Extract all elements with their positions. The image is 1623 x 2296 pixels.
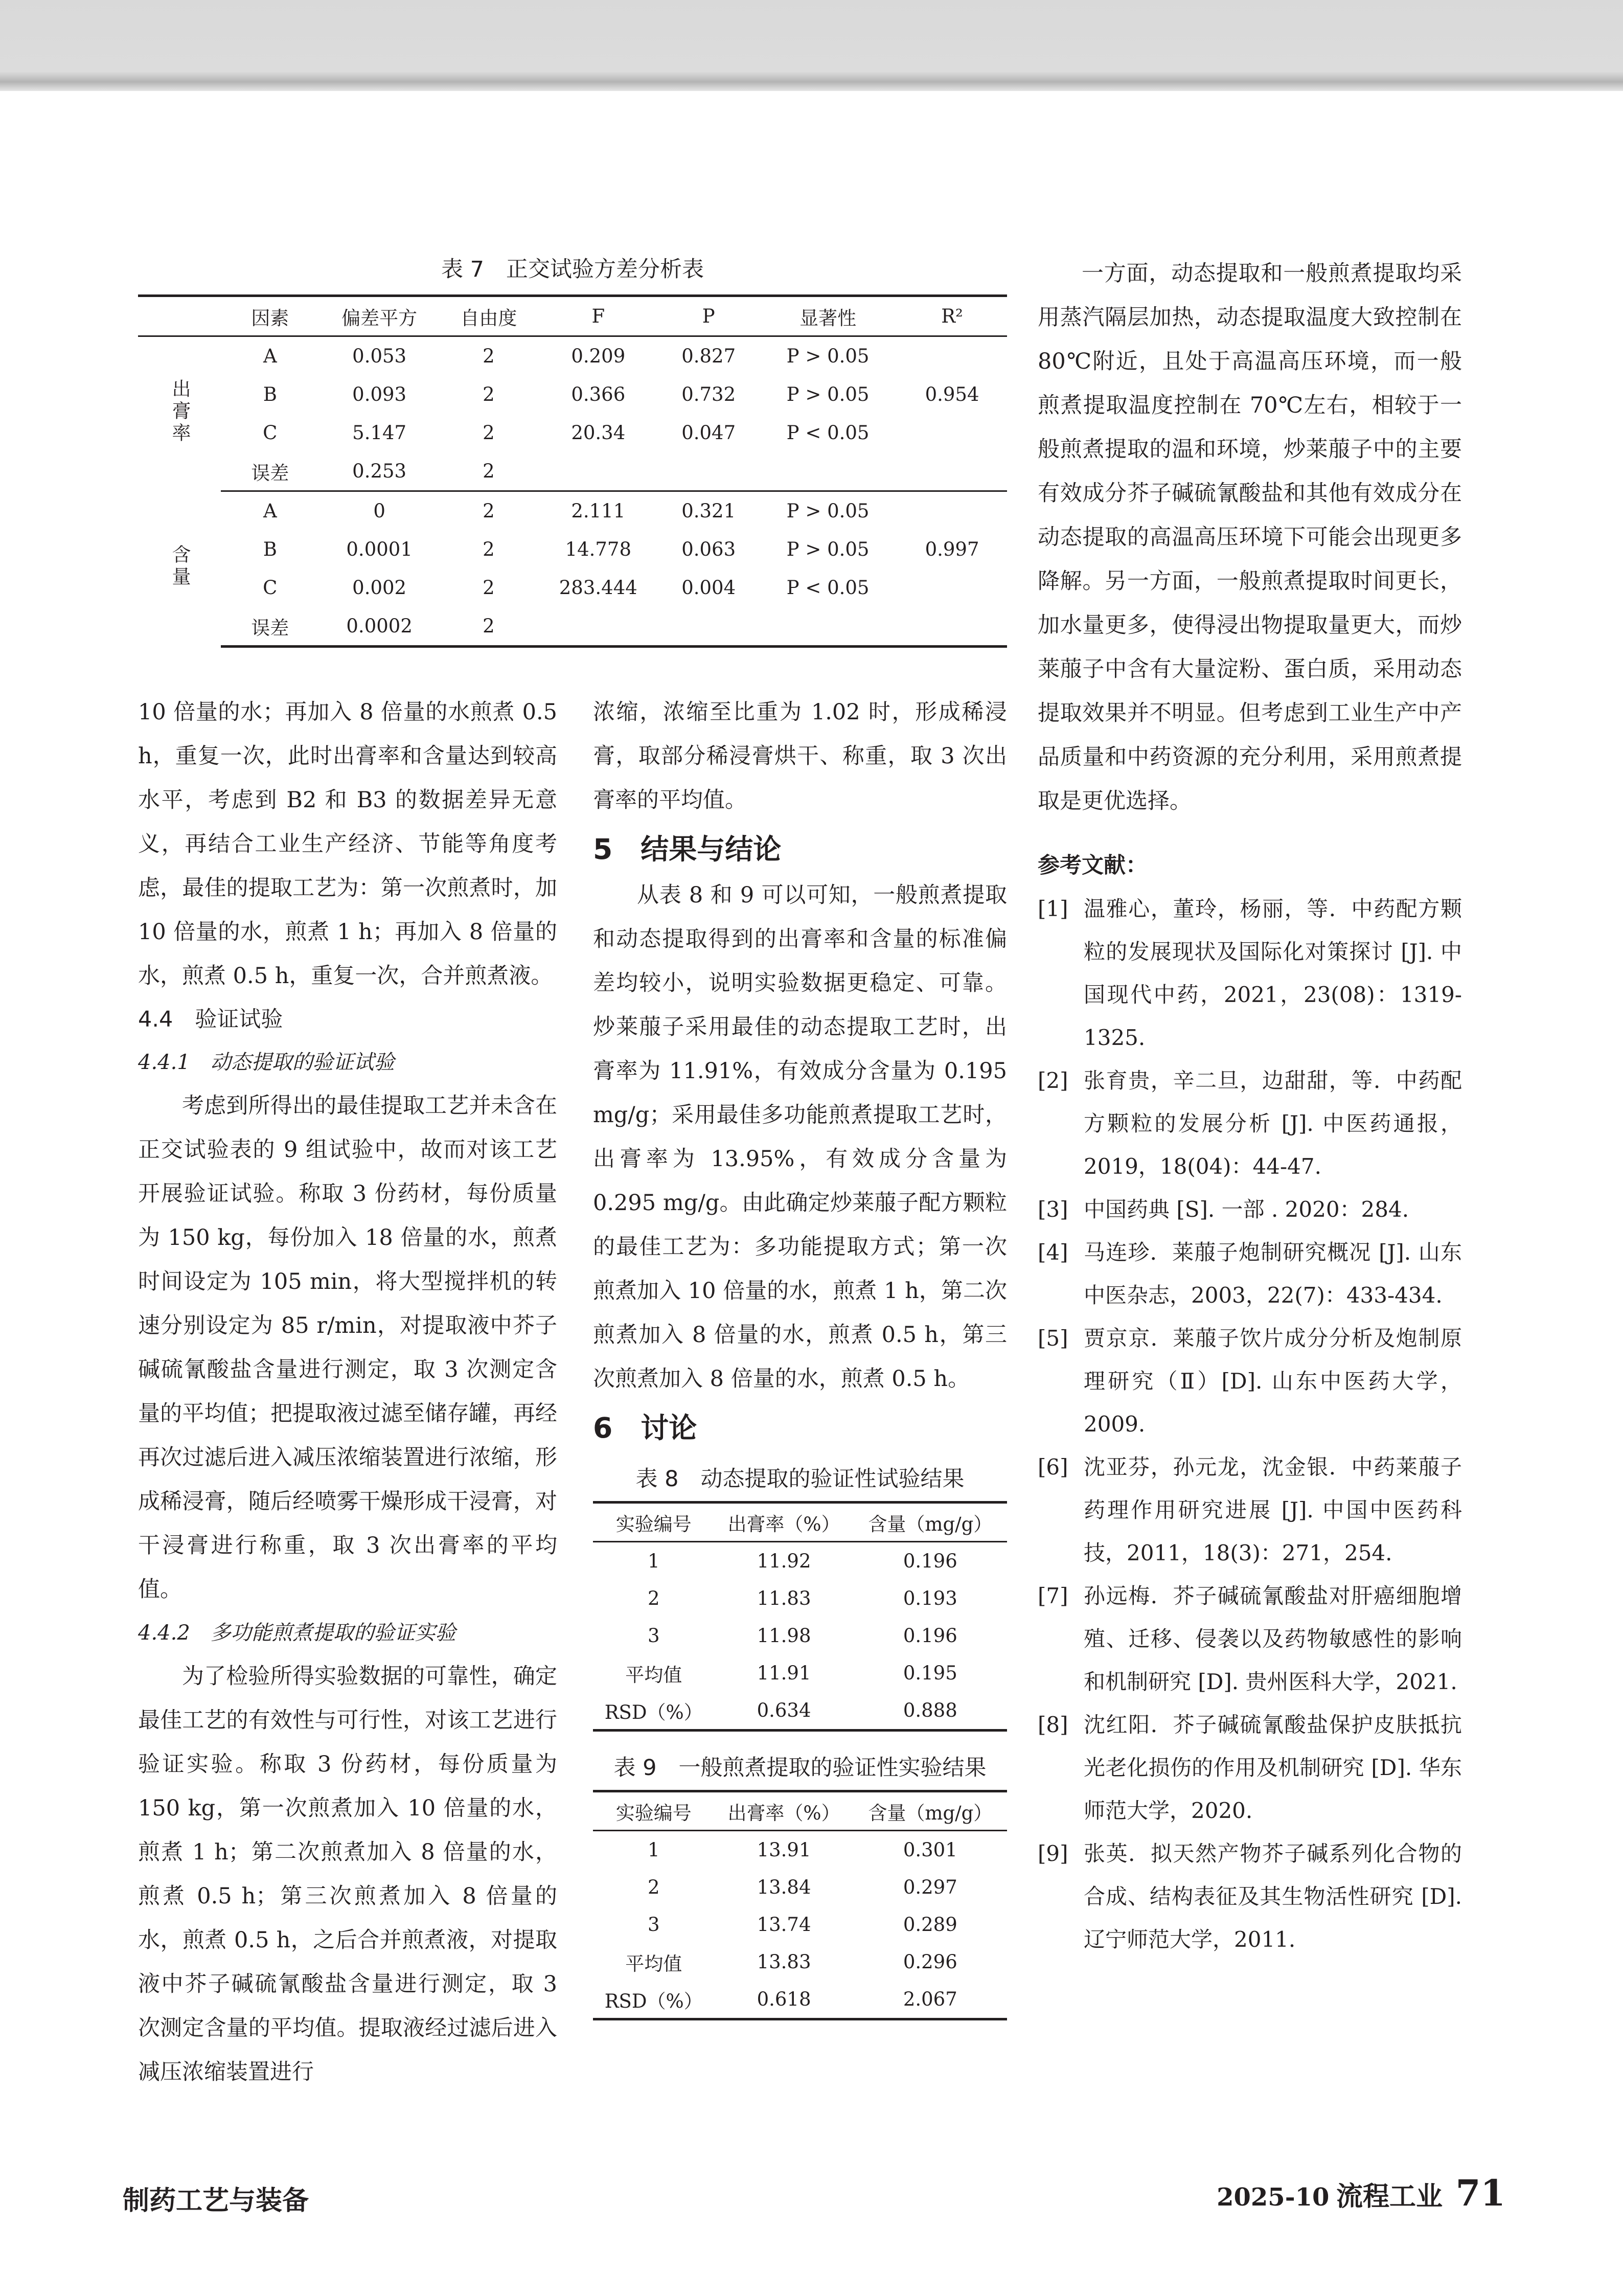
table-cell: 误差: [221, 452, 319, 491]
table-cell: 13.84: [757, 1876, 811, 1898]
table-cell: 0.618: [714, 1981, 853, 2019]
table8-block: [593, 1461, 1007, 1732]
table-cell: 0.047: [681, 422, 736, 444]
table-row: [138, 569, 1007, 607]
table7-header: [138, 296, 221, 336]
reference-number: [1]: [1038, 896, 1068, 921]
table-row: [593, 1831, 1007, 1869]
section-heading-4-4-2: 4.4.2 多功能煎煮提取的验证实验: [138, 1621, 456, 1645]
table-cell: 2: [483, 577, 495, 599]
reference-text: 张英．拟天然产物芥子碱系列化合物的合成、结构表征及其生物活性研究 [D]. 辽宁师范大学，2011.: [1084, 1841, 1462, 1952]
section-heading-5: 5 结果与结论: [593, 833, 782, 866]
reference-item: [1038, 1231, 1462, 1317]
table-cell: 2: [483, 538, 495, 560]
reference-number: [4]: [1038, 1240, 1068, 1265]
table-cell: [759, 607, 897, 647]
table-cell: 0.002: [352, 577, 407, 599]
table-row: [138, 607, 1007, 647]
table-row: [593, 1869, 1007, 1906]
footer-magazine: 流程工业: [1336, 2181, 1443, 2212]
table-cell: 2.111: [571, 500, 626, 522]
reference-item: [1038, 888, 1462, 1059]
table-cell: 2: [440, 607, 538, 647]
table-cell: 2.067: [854, 1981, 1007, 2019]
table-cell: 0.634: [714, 1692, 853, 1731]
table-cell: C: [263, 422, 278, 444]
table-cell: 1: [647, 1550, 660, 1572]
reference-text: 贾京京．莱菔子饮片成分分析及炮制原理研究（Ⅱ）[D]. 山东中医药大学，2009.: [1084, 1326, 1462, 1437]
table-row: [593, 1981, 1007, 2019]
table7-header: P: [658, 296, 759, 336]
table-cell: 2: [483, 383, 495, 405]
column-2: [593, 690, 1007, 2020]
table-cell: P > 0.05: [786, 500, 870, 522]
table-cell: 11.83: [757, 1587, 811, 1609]
reference-item: [1038, 1188, 1462, 1231]
reference-text: 张育贵，辛二旦，边甜甜，等．中药配方颗粒的发展分析 [J]. 中医药通报，2019，18(04)：44-47.: [1084, 1068, 1462, 1179]
table-cell: [538, 607, 658, 647]
table8: [593, 1501, 1007, 1732]
table-cell: 2: [483, 345, 495, 367]
footer-section-title: 制药工艺与装备: [123, 2185, 309, 2216]
table-cell: RSD（%）: [593, 1692, 714, 1731]
table-cell: 0.0002: [319, 607, 440, 647]
top-bar: [0, 0, 1623, 91]
table-cell: 2: [647, 1587, 660, 1609]
reference-text: 温雅心，董玲，杨丽，等．中药配方颗粒的发展现状及国际化对策探讨 [J]. 中国现代中药，2021，23(08)：1319-1325.: [1084, 896, 1462, 1050]
table-row: [138, 491, 1007, 531]
reference-item: [1038, 1575, 1462, 1703]
table-cell: 平均值: [625, 1952, 682, 1975]
table-cell: 0.827: [681, 345, 736, 367]
table7-header: 自由度: [440, 296, 538, 336]
column-3: [1038, 252, 1462, 1961]
table7-group-label: 出膏率: [169, 378, 191, 445]
reference-text: 沈亚芬，孙元龙，沈金银．中药莱菔子药理作用研究进展 [J]. 中国中医药科技，2011，18(3)：271，254.: [1084, 1454, 1462, 1565]
table7-header: F: [538, 296, 658, 336]
table-cell: B: [263, 538, 277, 560]
table-cell: 0.732: [681, 383, 736, 405]
paragraph: 10 倍量的水；再加入 8 倍量的水煎煮 0.5 h，重复一次，此时出膏率和含量达到较高水平，考虑到 B2 和 B3 的数据差异无意义，再结合工业生产经济、节能等角度考虑，最佳的提取工艺为：第一次煎煮时，加 10 倍量的水，煎煮 1 h；再加入 8 倍量的水，煎煮 0.5 h，重复一次，合并煎煮液。: [138, 699, 557, 989]
table-cell: [658, 452, 759, 491]
reference-text: 孙远梅．芥子碱硫氰酸盐对肝癌细胞增殖、迁移、侵袭以及药物敏感性的影响和机制研究 [D]. 贵州医科大学，2021.: [1084, 1583, 1462, 1694]
table7-group-label: 含量: [169, 544, 191, 588]
table-cell: 13.74: [757, 1914, 811, 1936]
table-cell: 0.366: [571, 383, 626, 405]
table-row: [593, 1542, 1007, 1580]
reference-number: [5]: [1038, 1326, 1068, 1351]
table9-header: 实验编号: [593, 1791, 714, 1831]
table-cell: [759, 452, 897, 491]
paragraph: 为了检验所得实验数据的可靠性，确定最佳工艺的有效性与可行性，对该工艺进行验证实验。称取 3 份药材，每份质量为 150 kg，第一次煎煮加入 10 倍量的水，煎煮 1 h；第二次煎煮加入 8 倍量的水，煎煮 0.5 h；第三次煎煮加入 8 倍量的水，煎煮 0.5 h，之后合并煎煮液，对提取液中芥子碱硫氰酸盐含量进行测定，取 3 次测定含量的平均值。提取液经过滤后进入减压浓缩装置进行: [138, 1664, 557, 2085]
table8-header: 含量（mg/g）: [854, 1503, 1007, 1542]
table-cell: 0.196: [903, 1625, 957, 1647]
table-cell: 2: [440, 452, 538, 491]
paragraph: 考虑到所得出的最佳提取工艺并未含在正交试验表的 9 组试验中，故而对该工艺开展验证试验。称取 3 份药材，每份质量为 150 kg，每份加入 18 倍量的水，煎煮时间设定为 105 min，将大型搅拌机的转速分别设定为 85 r/min，对提取液中芥子碱硫氰酸盐含量进行测定，取 3 次测定含量的平均值；把提取液过滤至储存罐，再经再次过滤后进入减压浓缩装置进行浓缩，形成稀浸膏，随后经喷雾干燥形成干浸膏，对干浸膏进行称重，取 3 次出膏率的平均值。: [138, 1093, 557, 1602]
table-cell: RSD（%）: [593, 1981, 714, 2019]
table9: [593, 1790, 1007, 2020]
reference-item: [1038, 1317, 1462, 1446]
table-row: [593, 1580, 1007, 1617]
table7: [138, 294, 1007, 648]
references-list: [1038, 888, 1462, 1961]
reference-text: 中国药典 [S]. 一部 . 2020：284.: [1084, 1197, 1409, 1222]
references-title: 参考文献：: [1038, 853, 1148, 878]
table-cell: 2: [483, 422, 495, 444]
table-cell: P > 0.05: [786, 383, 870, 405]
table-cell: 13.83: [757, 1951, 811, 1973]
table-cell: 0.063: [681, 538, 736, 560]
table-row: [593, 1654, 1007, 1692]
section-heading-6: 6 讨论: [593, 1412, 697, 1444]
table-cell: 0: [373, 500, 385, 522]
table-cell: C: [263, 577, 278, 599]
table-cell: 0.004: [681, 577, 736, 599]
section-heading-4-4-1: 4.4.1 动态提取的验证试验: [138, 1051, 395, 1074]
table-row: [138, 452, 1007, 491]
table8-header: 实验编号: [593, 1503, 714, 1542]
reference-item: [1038, 1703, 1462, 1832]
table-cell: 0.093: [352, 383, 407, 405]
table7-header: 偏差平方: [319, 296, 440, 336]
table-cell: P > 0.05: [786, 538, 870, 560]
table-cell: 0.321: [681, 500, 736, 522]
table7-r2: 0.997: [925, 538, 979, 560]
table-cell: 14.778: [565, 538, 632, 560]
table-cell: 0.253: [319, 452, 440, 491]
table-cell: 11.92: [757, 1550, 811, 1572]
table-cell: 3: [647, 1625, 660, 1647]
table-cell: A: [263, 500, 277, 522]
column-1: [138, 690, 557, 2094]
table-cell: 20.34: [571, 422, 626, 444]
table7-header: 显著性: [759, 296, 897, 336]
table-cell: 283.444: [559, 577, 637, 599]
table-cell: 0.297: [903, 1876, 957, 1898]
table-cell: [897, 607, 1007, 647]
table7-header: R²: [897, 296, 1007, 336]
table-cell: P < 0.05: [786, 422, 870, 444]
table-cell: 误差: [221, 607, 319, 647]
reference-text: 马连珍．莱菔子炮制研究概况 [J]. 山东中医杂志，2003，22(7)：433-434.: [1084, 1240, 1462, 1308]
table7-header: 因素: [221, 296, 319, 336]
table8-header: 出膏率（%）: [714, 1503, 853, 1542]
table-cell: A: [263, 345, 277, 367]
table-cell: P < 0.05: [786, 577, 870, 599]
table-row: [138, 414, 1007, 452]
table7-block: [138, 252, 1007, 648]
table9-caption: 表 9 一般煎煮提取的验证性实验结果: [613, 1755, 987, 1781]
table-cell: 0.195: [903, 1662, 957, 1684]
table8-caption: 表 8 动态提取的验证性试验结果: [635, 1466, 965, 1492]
table7-caption: 表 7 正交试验方差分析表: [441, 257, 704, 282]
reference-item: [1038, 1059, 1462, 1188]
table-cell: 0.296: [903, 1951, 957, 1973]
reference-number: [2]: [1038, 1068, 1068, 1093]
table9-header: 含量（mg/g）: [854, 1791, 1007, 1831]
paragraph: 从表 8 和 9 可以可知，一般煎煮提取和动态提取得到的出膏率和含量的标准偏差均较小，说明实验数据更稳定、可靠。炒莱菔子采用最佳的动态提取工艺时，出膏率为 11.91%，有效成分含量为 0.195 mg/g；采用最佳多功能煎煮提取工艺时，出膏率为 13.95%，有效成分含量为 0.295 mg/g。由此确定炒莱菔子配方颗粒的最佳工艺为：多功能提取方式；第一次煎煮加入 10 倍量的水，煎煮 1 h，第二次煎煮加入 8 倍量的水，煎煮 0.5 h，第三次煎煮加入 8 倍量的水，煎煮 0.5 h。: [593, 882, 1007, 1392]
table-cell: [897, 452, 1007, 491]
table-row: [593, 1617, 1007, 1654]
footer-date: 2025-10: [1217, 2183, 1330, 2212]
table-cell: 5.147: [352, 422, 407, 444]
table-row: [593, 1692, 1007, 1731]
table-cell: 0.301: [903, 1839, 957, 1861]
reference-number: [6]: [1038, 1454, 1068, 1480]
table7-header-row: [138, 296, 1007, 336]
reference-item: [1038, 1446, 1462, 1575]
table-cell: 0.209: [571, 345, 626, 367]
table-row: [138, 336, 1007, 376]
table-cell: B: [263, 383, 277, 405]
reference-number: [9]: [1038, 1841, 1068, 1866]
paragraph: 一方面，动态提取和一般煎煮提取均采用蒸汽隔层加热，动态提取温度大致控制在 80℃附近，且处于高温高压环境，而一般煎煮提取温度控制在 70℃左右，相较于一般煎煮提取的温和环境，炒莱菔子中的主要有效成分芥子碱硫氰酸盐和其他有效成分在动态提取的高温高压环境下可能会出现更多降解。另一方面，一般煎煮提取时间更长，加水量更多，使得浸出物提取量更大，而炒莱菔子中含有大量淀粉、蛋白质，采用动态提取效果并不明显。但考虑到工业生产中产品质量和中药资源的充分利用，采用煎煮提取是更优选择。: [1038, 261, 1462, 814]
table-cell: 1: [647, 1839, 660, 1861]
table-row: [138, 375, 1007, 414]
table-cell: 2: [647, 1876, 660, 1898]
table-row: [593, 1906, 1007, 1943]
table9-header-row: [593, 1791, 1007, 1831]
table-row: [593, 1943, 1007, 1981]
table-cell: 3: [647, 1914, 660, 1936]
table-cell: 0.0001: [346, 538, 413, 560]
footer-right: [1217, 2172, 1505, 2214]
table-cell: 0.888: [854, 1692, 1007, 1731]
page-number: 71: [1455, 2172, 1505, 2214]
table8-header-row: [593, 1503, 1007, 1542]
table-cell: P > 0.05: [786, 345, 870, 367]
table-row: [138, 530, 1007, 569]
table-cell: 2: [483, 500, 495, 522]
reference-text: 沈红阳．芥子碱硫氰酸盐保护皮肤抵抗光老化损伤的作用及机制研究 [D]. 华东师范大学，2020.: [1084, 1712, 1462, 1823]
table-cell: [658, 607, 759, 647]
paragraph: 浓缩，浓缩至比重为 1.02 时，形成稀浸膏，取部分稀浸膏烘干、称重，取 3 次出膏率的平均值。: [593, 699, 1007, 813]
table7-r2: 0.954: [925, 383, 979, 405]
table-cell: 11.98: [757, 1625, 811, 1647]
table-cell: 0.289: [903, 1914, 957, 1936]
table9-header: 出膏率（%）: [714, 1791, 853, 1831]
reference-number: [3]: [1038, 1197, 1068, 1222]
table-cell: 0.196: [903, 1550, 957, 1572]
reference-number: [8]: [1038, 1712, 1068, 1737]
reference-number: [7]: [1038, 1583, 1068, 1608]
table-cell: 11.91: [757, 1662, 811, 1684]
table-cell: 0.053: [352, 345, 407, 367]
table-cell: 0.193: [903, 1587, 957, 1609]
table9-block: [593, 1750, 1007, 2020]
reference-item: [1038, 1832, 1462, 1961]
table-cell: 平均值: [625, 1664, 682, 1686]
section-heading-4-4: 4.4 验证试验: [138, 1007, 283, 1032]
table-cell: 13.91: [757, 1839, 811, 1861]
table-cell: [538, 452, 658, 491]
